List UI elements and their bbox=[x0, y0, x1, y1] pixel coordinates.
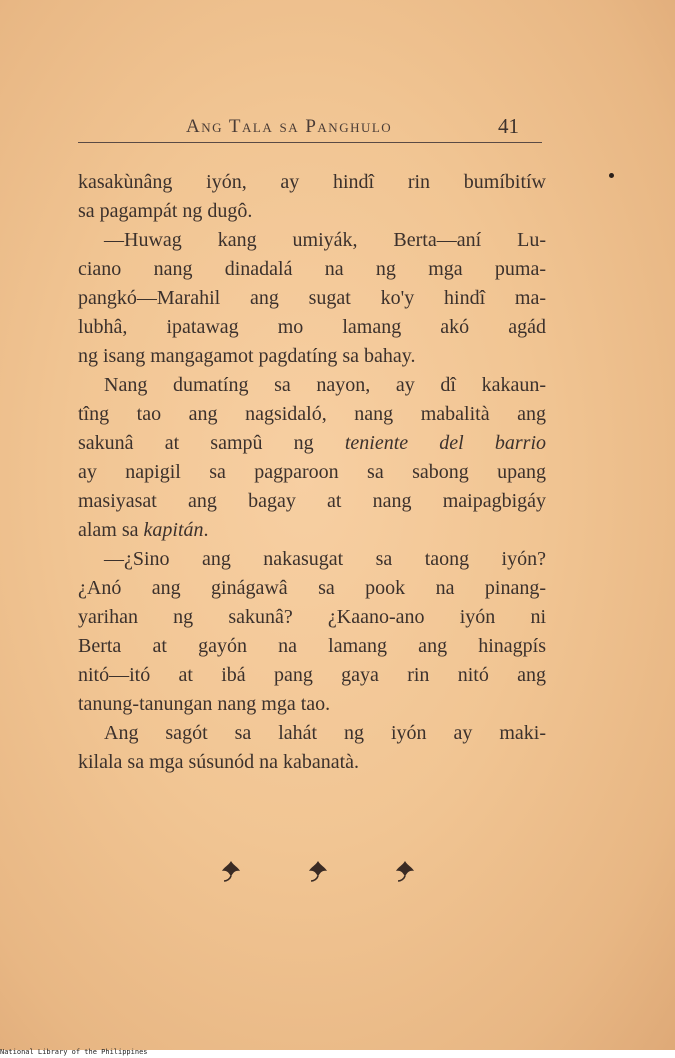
library-credit: National Library of the Philippines bbox=[0, 1048, 148, 1056]
text-segment: alam sa bbox=[78, 519, 144, 541]
scan-credit-strip bbox=[0, 1050, 675, 1058]
page-header bbox=[78, 112, 542, 143]
running-title: Ang Tala sa Panghulo bbox=[186, 116, 393, 137]
text-line: Berta at gayón na lamang ang hinagpís bbox=[78, 635, 546, 657]
text-line: ¿Anó ang ginágawâ sa pook na pinang- bbox=[78, 577, 546, 599]
text-line: tîng tao ang nagsidaló, nang mabalità ang bbox=[78, 403, 546, 425]
text-line: tanung-tanungan nang mga tao. bbox=[78, 693, 331, 715]
section-end-ornaments bbox=[218, 858, 418, 888]
text-line: Ang sagót sa lahát ng iyón ay maki- bbox=[104, 722, 546, 744]
text-line: yarihan ng sakunâ? ¿Kaano-ano iyón ni bbox=[78, 606, 546, 628]
fleuron-icon bbox=[218, 858, 244, 884]
text-line: ng isang mangagamot pagdatíng sa bahay. bbox=[78, 345, 416, 367]
text-line: kilala sa mga súsunód na kabanatà. bbox=[78, 751, 360, 773]
text-line bbox=[78, 516, 546, 545]
fleuron-icon bbox=[392, 858, 418, 884]
text-line: —Huwag kang umiyák, Berta—aní Lu- bbox=[104, 229, 546, 251]
text-line: ciano nang dinadalá na ng mga puma- bbox=[78, 258, 546, 280]
text-line: lubhâ, ipatawag mo lamang akó agád bbox=[78, 316, 546, 338]
text-line: ay napigil sa pagparoon sa sabong upang bbox=[78, 461, 546, 483]
text-segment: . bbox=[203, 519, 209, 541]
italic-term: teniente del barrio bbox=[344, 432, 547, 454]
text-line: pangkó—Marahil ang sugat ko'y hindî ma- bbox=[78, 287, 546, 309]
fleuron-icon bbox=[305, 858, 331, 884]
text-line: Nang dumatíng sa nayon, ay dî kakaun- bbox=[104, 374, 546, 396]
text-line: sa pagampát ng dugô. bbox=[78, 200, 253, 222]
italic-term: kapitán bbox=[143, 519, 204, 541]
text-line: kasakùnâng iyón, ay hindî rin bumíbitíw bbox=[78, 171, 546, 193]
ink-speck bbox=[609, 173, 614, 178]
text-line: nitó—itó at ibá pang gaya rin nitó ang bbox=[78, 664, 546, 686]
text-line bbox=[78, 429, 546, 458]
text-line: —¿Sino ang nakasugat sa taong iyón? bbox=[104, 548, 546, 570]
page-number: 41 bbox=[498, 114, 519, 138]
text-segment: sakunâ at sampû ng bbox=[78, 432, 345, 454]
body-text bbox=[78, 168, 546, 777]
text-line: masiyasat ang bagay at nang maipagbigáy bbox=[78, 490, 546, 512]
